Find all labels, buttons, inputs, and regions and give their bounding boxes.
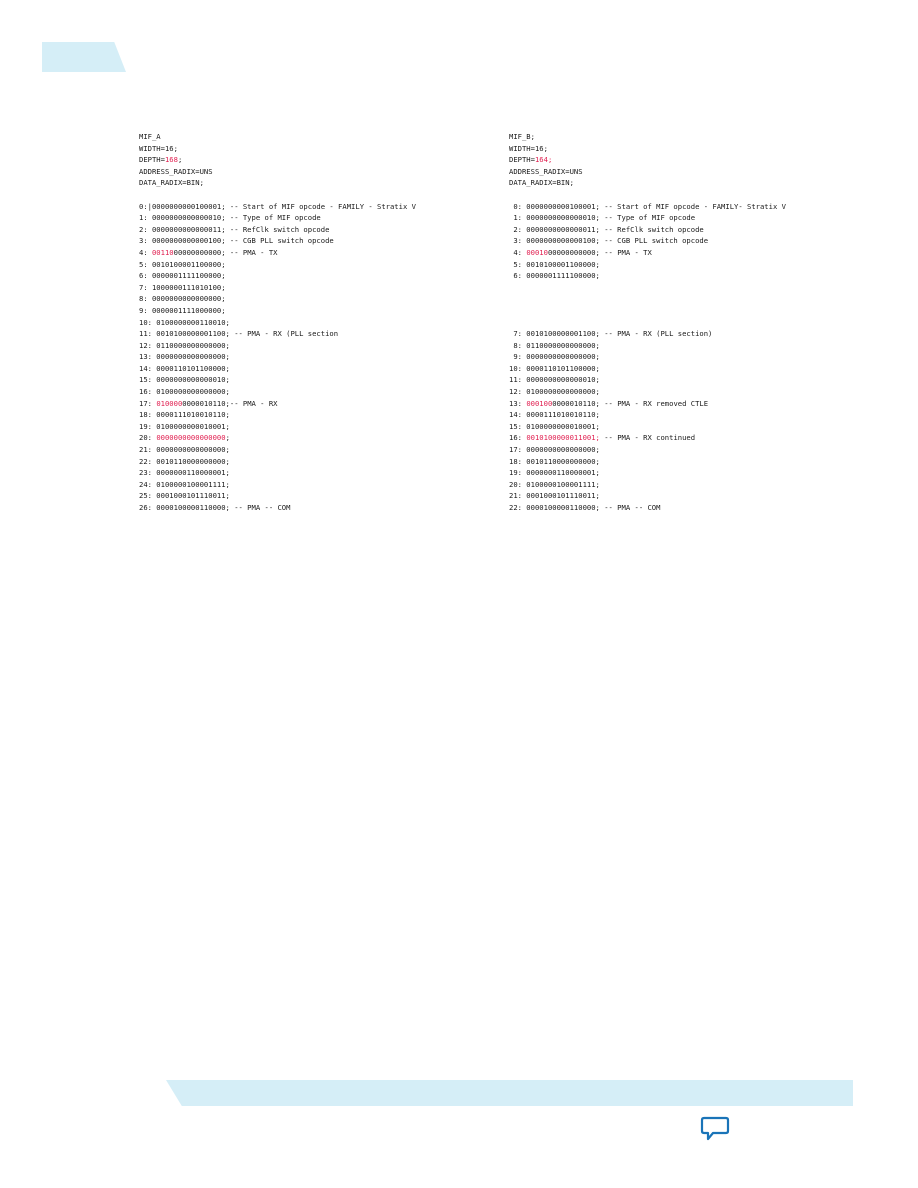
mif-b-code-line [509, 490, 786, 502]
code-text: 9: 0000000000000000; [509, 352, 600, 362]
code-text: 21: 0001000101110011; [509, 491, 600, 501]
code-text: WIDTH=16; [509, 143, 548, 153]
mif-a-code-line [139, 235, 416, 247]
code-text: 0000010110;-- PMA - RX [182, 398, 278, 408]
code-text: 18: 0010110000000000; [509, 456, 600, 466]
mif-a-code-line [139, 409, 416, 421]
code-text: 0:|0000000000100001; -- Start of MIF opcode - FAMILY - Stratix V [139, 201, 416, 211]
mif-b-code-line [509, 456, 786, 468]
code-text: 3: 0000000000000100; -- CGB PLL switch opcode [139, 236, 334, 246]
code-text: 14: 0000111010010110; [509, 410, 600, 420]
highlighted-bits: 168 [164, 155, 178, 165]
mif-a-header-line [139, 143, 416, 155]
code-text: 6: 0000001111100000; [509, 271, 600, 281]
mif-a-code-line [139, 270, 416, 282]
mif-b-code-line [509, 270, 786, 282]
mif-b-code-line [509, 340, 786, 352]
code-text: 23: 0000000110000001; [139, 468, 230, 478]
mif-b-code-line [509, 305, 786, 317]
highlighted-bits: 0000000000000000 [156, 433, 226, 443]
mif-b-code-line [509, 502, 786, 514]
mif-b-code-line [509, 317, 786, 329]
highlighted-bits: 00110 [151, 247, 174, 257]
mif-b-code-line [509, 235, 786, 247]
mif-a-code-line [139, 305, 416, 317]
mif-b-code-line [509, 212, 786, 224]
code-text: 2: 0000000000000011; -- RefClk switch opcode [139, 224, 330, 234]
code-text: 15: 0000000000000010; [139, 375, 230, 385]
code-text: 11: 0010100000001100; -- PMA - RX (PLL section [139, 329, 339, 339]
mif-a-code-line [139, 317, 416, 329]
code-text: 13: [509, 398, 527, 408]
code-text: 20: [139, 433, 157, 443]
code-text: MIF_A [139, 132, 161, 141]
code-text: 17: 0000000000000000; [509, 445, 600, 455]
code-text: 12: 0100000000000000; [509, 387, 600, 397]
mif-b-code-line [509, 259, 786, 271]
mif-a-code-line [139, 398, 416, 410]
mif-b-header-line [509, 154, 786, 166]
code-text: DEPTH= [509, 155, 535, 165]
mif-b-code-line [509, 444, 786, 456]
mif-a-code-line [139, 224, 416, 236]
code-text: 5: 0010100001100000; [139, 259, 226, 269]
code-text: 16: 0100000000000000; [139, 387, 230, 397]
code-text: 4: [509, 247, 527, 257]
mif-b-code-line [509, 351, 786, 363]
mif-a-code-line [139, 363, 416, 375]
mif-a-code-line [139, 456, 416, 468]
mif-b-code-line [509, 282, 786, 294]
highlighted-bits: 010000 [156, 398, 183, 408]
mif-a-header-line [139, 154, 416, 166]
highlighted-bits: 0010100000011001; [526, 433, 600, 443]
mif-b-code-line [509, 409, 786, 421]
mif-b-code-line [509, 328, 786, 340]
code-text: 00000000000; -- PMA - TX [173, 247, 278, 257]
mif-b-header-line [509, 131, 786, 143]
code-text: 10: 0100000000110010; [139, 317, 230, 327]
code-text: 14: 0000110101100000; [139, 363, 230, 373]
mif-a-code-line [139, 467, 416, 479]
code-text: 7: 1000000111010100; [139, 282, 226, 292]
code-text: DEPTH= [139, 155, 165, 165]
header-tab [42, 42, 126, 72]
footer-bar [166, 1080, 853, 1106]
code-text: 10: 0000110101100000; [509, 363, 600, 373]
mif-a-code-line [139, 340, 416, 352]
mif-b-code-line [509, 467, 786, 479]
code-text: MIF_B; [509, 132, 535, 141]
code-text: 19: 0000000110000001; [509, 468, 600, 478]
mif-a-code-line [139, 421, 416, 433]
code-text: DATA_RADIX=BIN; [139, 178, 204, 188]
code-text: 13: 0000000000000000; [139, 352, 230, 362]
code-text: 15: 0100000000010001; [509, 421, 600, 431]
code-text: 17: [139, 398, 157, 408]
code-text: 24: 0100000100001111; [139, 479, 230, 489]
code-text: DATA_RADIX=BIN; [509, 178, 574, 188]
mif-a-code-line [139, 386, 416, 398]
mif-b-header-line [509, 177, 786, 189]
code-text: 2: 0000000000000011; -- RefClk switch opcode [509, 224, 704, 234]
code-text: 18: 0000111010010110; [139, 410, 230, 420]
mif-a-code-line [139, 201, 416, 213]
mif-a-code-line [139, 351, 416, 363]
mif-a-code-line [139, 502, 416, 514]
code-text: 22: 0010110000000000; [139, 456, 230, 466]
mif-a-code-line [139, 374, 416, 386]
code-text: ADDRESS_RADIX=UNS [139, 166, 213, 176]
code-text: 25: 0001000101110011; [139, 491, 230, 501]
code-text: 1: 0000000000000010; -- Type of MIF opcode [139, 213, 321, 223]
mif-b-code-line [509, 363, 786, 375]
code-text: ; [225, 433, 230, 443]
mif-a-code-line [139, 247, 416, 259]
mif-b-code-line [509, 374, 786, 386]
code-text: ; [177, 155, 183, 165]
mif-b-code-line [509, 201, 786, 213]
code-text: 7: 0010100000001100; -- PMA - RX (PLL section) [509, 329, 713, 339]
mif-b-code-line [509, 479, 786, 491]
code-text: 19: 0100000000010001; [139, 421, 230, 431]
code-text: 1: 0000000000000010; -- Type of MIF opcode [509, 213, 696, 223]
code-text: 20: 0100000100001111; [509, 479, 600, 489]
feedback-icon[interactable] [700, 1116, 730, 1142]
mif-a-code-line [139, 490, 416, 502]
code-text: 8: 0110000000000000; [509, 340, 600, 350]
mif-a-code-line [139, 432, 416, 444]
mif-a-code-line [139, 444, 416, 456]
highlighted-bits: 164; [534, 155, 553, 165]
mif-a-code-line [139, 293, 416, 305]
mif-a-header-line [139, 131, 416, 143]
mif-b-code-line [509, 247, 786, 259]
code-text: 3: 0000000000000100; -- CGB PLL switch opcode [509, 236, 709, 246]
highlighted-bits: 00010 [526, 247, 548, 257]
code-text: ADDRESS_RADIX=UNS [509, 166, 583, 176]
blank-line [139, 189, 416, 201]
mif-a-header-line [139, 166, 416, 178]
mif-a-header-line [139, 177, 416, 189]
code-text: 16: [509, 433, 527, 443]
mif-a-code-line [139, 328, 416, 340]
mif-b-header-line [509, 166, 786, 178]
code-text: 22: 0000100000110000; -- PMA -- COM [509, 503, 661, 512]
code-text: 00000000000; -- PMA - TX [547, 247, 652, 257]
code-text: 8: 0000000000000000; [139, 294, 226, 304]
code-text: -- PMA - RX continued [599, 433, 696, 443]
mif-a-listing [139, 131, 416, 514]
mif-b-code-line [509, 224, 786, 236]
code-text: 12: 0110000000000000; [139, 340, 230, 350]
mif-a-code-line [139, 282, 416, 294]
code-text: WIDTH=16; [139, 143, 178, 153]
code-text: 0: 0000000000100001; -- Start of MIF opcode - FAMILY- Stratix V [509, 201, 786, 211]
mif-a-code-line [139, 259, 416, 271]
mif-b-listing [509, 131, 786, 514]
mif-b-code-line [509, 386, 786, 398]
mif-a-code-line [139, 212, 416, 224]
mif-b-code-line [509, 421, 786, 433]
code-text: 6: 0000001111100000; [139, 271, 226, 281]
code-text: 9: 0000001111000000; [139, 305, 226, 315]
highlighted-bits: 000100 [526, 398, 553, 408]
code-text: 26: 0000100000110000; -- PMA -- COM [139, 503, 291, 512]
code-text: 4: [139, 247, 152, 257]
mif-b-header-line [509, 143, 786, 155]
code-text: 5: 0010100001100000; [509, 259, 600, 269]
mif-b-code-line [509, 293, 786, 305]
code-text: 11: 0000000000000010; [509, 375, 600, 385]
blank-line [509, 189, 786, 201]
mif-b-code-line [509, 398, 786, 410]
mif-a-code-line [139, 479, 416, 491]
mif-b-code-line [509, 432, 786, 444]
code-text: 21: 0000000000000000; [139, 445, 230, 455]
code-text: 0000010110; -- PMA - RX removed CTLE [552, 398, 709, 408]
